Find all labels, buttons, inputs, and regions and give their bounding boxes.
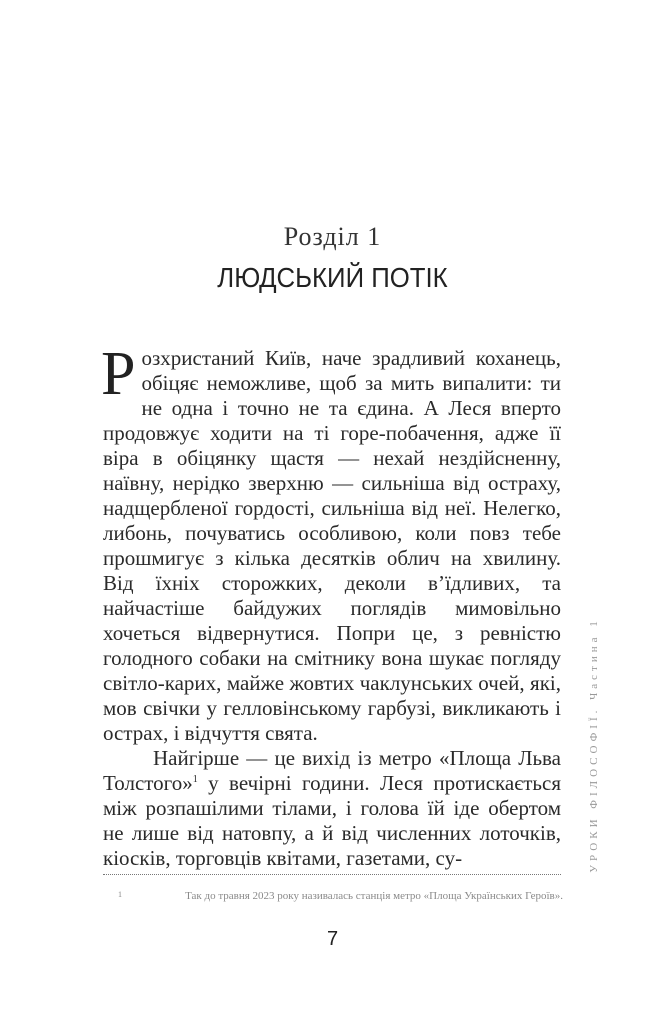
footnote — [118, 890, 563, 904]
footnote-text: Так до травня 2023 року називалась станція метро «Площа Українських Героїв». — [185, 890, 563, 902]
footnote-mark: 1 — [118, 890, 122, 899]
running-head: УРОКИ ФІЛОСОФІЇ. Частина 1 — [588, 617, 600, 873]
paragraph-2-text-end: у вечірні години. Леся протискається між розпашілими тілами, і голова їй іде обертом не лише від натовпу, а й від численних лоточків, кіосків, торговців квітами, газетами, су- — [103, 771, 561, 870]
paragraph-2 — [103, 746, 561, 871]
drop-cap: Р — [101, 340, 136, 408]
page-number: 7 — [326, 928, 339, 950]
paragraph-2-text-start: Найгірше — це вихід із метро «Площа Льва Толстого» — [103, 746, 561, 795]
footnote-divider — [103, 874, 561, 875]
chapter-title: ЛЮДСЬКИЙ ПОТІК — [217, 262, 448, 293]
paragraph-1 — [101, 340, 561, 746]
footnote-reference[interactable]: 1 — [192, 774, 198, 785]
body-text — [101, 340, 561, 871]
chapter-number: Розділ 1 — [283, 222, 382, 251]
paragraph-1-text: озхристаний Київ, наче зрадливий коханець, обіцяє неможливе, щоб за мить випалити: ти не одна і точно не та єдина. А Леся вперто продовжує ходити на ті горе-побачення, адже її віра в обіцянку щастя — нехай нездійсненну, наївну, нерідко зверхню — сильніша від остраху, надщербленої гордості, сильніша від неї. Нелегко, либонь, почуватись особливою, коли повз тебе прошмигує з кілька десятків облич на хвилину. Від їхніх сторожких, деколи в’їдливих, та найчастіше байдужих поглядів мимовільно хочеться відвернутися. Попри це, з ревністю голодного собаки на смітнику вона шукає погляду світло-карих, майже жовтих чаклунських очей, які, мов свічки у гелловінському гарбузі, викликають і острах, і відчуття свята. — [103, 346, 561, 745]
